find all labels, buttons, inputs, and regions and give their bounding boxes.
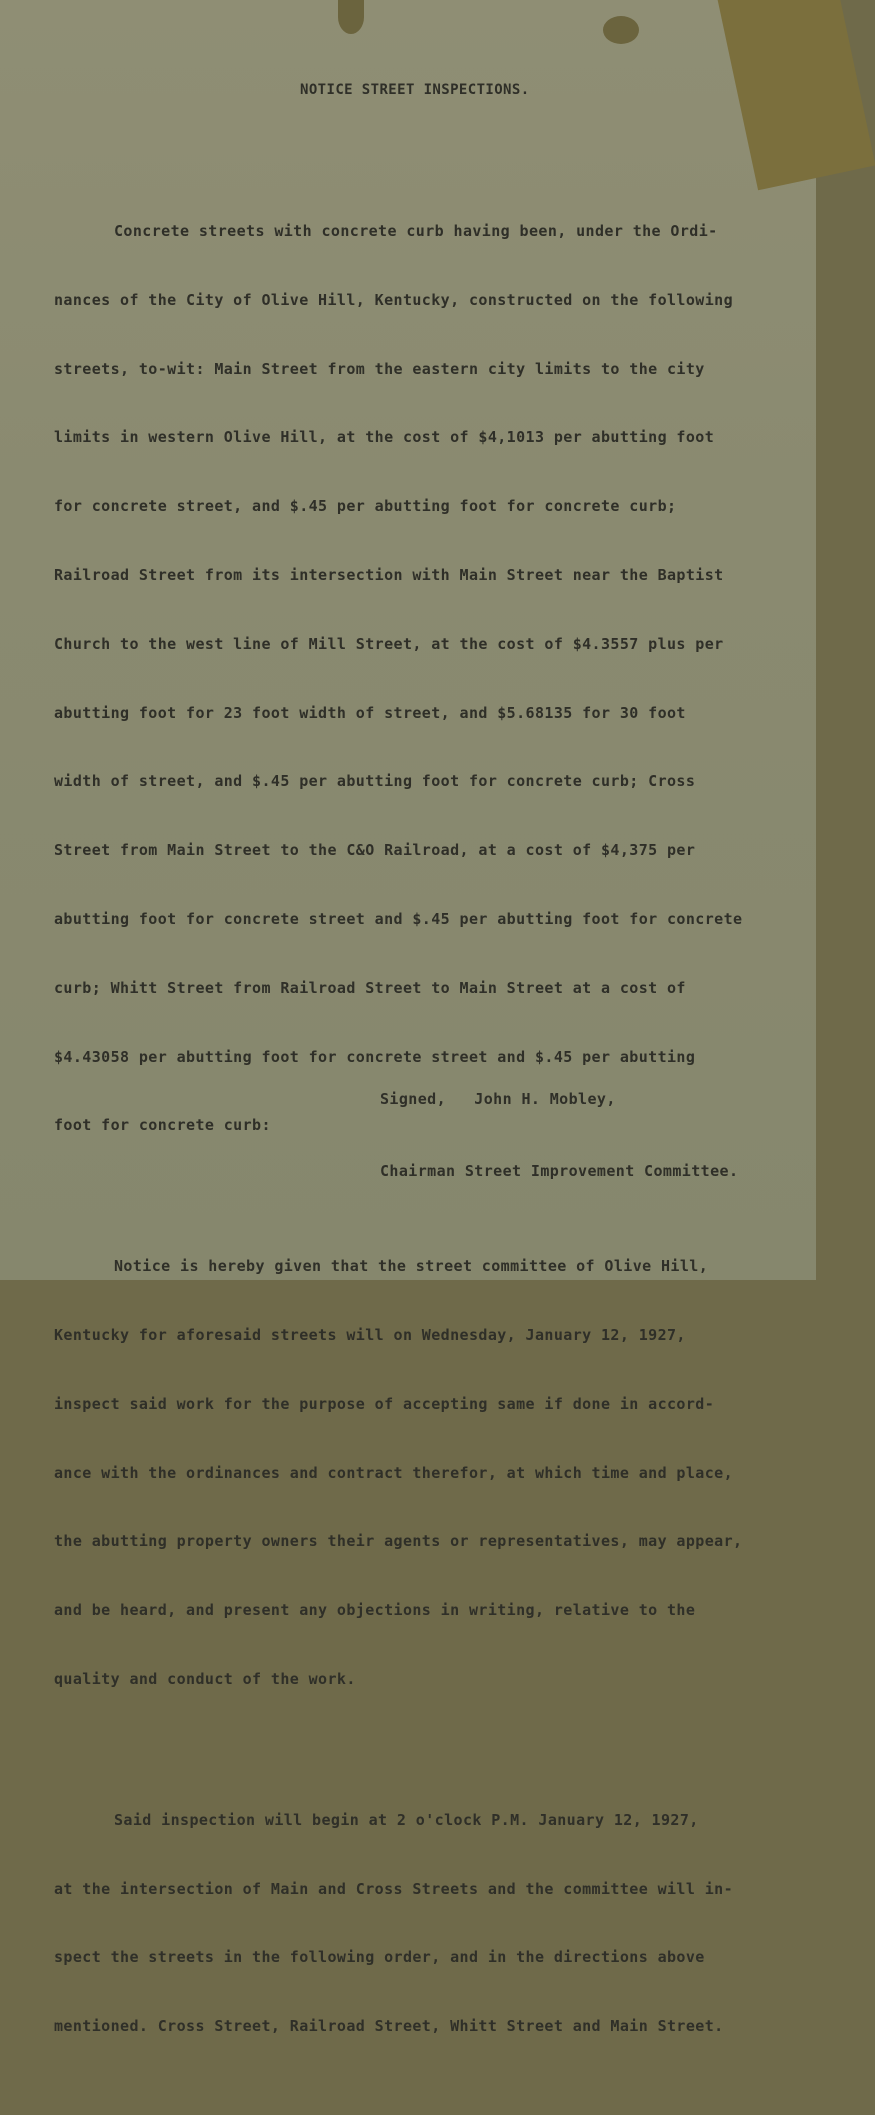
text-line: Church to the west line of Mill Street, at the cost of $4.3557 plus per xyxy=(54,634,724,653)
text-line: spect the streets in the following order, and in the directions above xyxy=(54,1948,705,1967)
text-line: streets, to-wit: Main Street from the eastern city limits to the city xyxy=(54,359,705,378)
text-line: quality and conduct of the work. xyxy=(54,1669,356,1688)
signature-title: Chairman Street Improvement Committee. xyxy=(380,1162,739,1180)
text-line: abutting foot for 23 foot width of street, and $5.68135 for 30 foot xyxy=(54,703,686,722)
paragraph-2 xyxy=(54,1214,799,1732)
text-line: abutting foot for concrete street and $.45 per abutting foot for concrete xyxy=(54,909,743,928)
document-title: NOTICE STREET INSPECTIONS. xyxy=(300,82,530,98)
text-line: Concrete streets with concrete curb having been, under the Ordi- xyxy=(114,222,718,240)
text-line: curb; Whitt Street from Railroad Street to Main Street at a cost of xyxy=(54,978,686,997)
torn-paper-mark xyxy=(338,0,364,34)
paragraph-3 xyxy=(54,1768,799,2079)
text-line: Railroad Street from its intersection with Main Street near the Baptist xyxy=(54,565,724,584)
text-line: $4.43058 per abutting foot for concrete street and $.45 per abutting xyxy=(54,1047,696,1066)
text-line: inspect said work for the purpose of accepting same if done in accord- xyxy=(54,1394,715,1413)
text-line: nances of the City of Olive Hill, Kentucky, constructed on the following xyxy=(54,290,734,309)
text-line: the abutting property owners their agents or representatives, may appear, xyxy=(54,1532,743,1551)
text-line: for concrete street, and $.45 per abutting foot for concrete curb; xyxy=(54,497,677,516)
text-line: limits in western Olive Hill, at the cost of $4,1013 per abutting foot xyxy=(54,428,715,447)
text-line: and be heard, and present any objections in writing, relative to the xyxy=(54,1601,696,1620)
text-line: Street from Main Street to the C&O Railroad, at a cost of $4,375 per xyxy=(54,841,696,860)
signature-line: Signed, John H. Mobley, xyxy=(380,1090,616,1108)
text-line: Kentucky for aforesaid streets will on Wednesday, January 12, 1927, xyxy=(54,1325,686,1344)
text-line: Said inspection will begin at 2 o'clock P.M. January 12, 1927, xyxy=(114,1810,699,1829)
torn-paper-mark xyxy=(603,16,639,44)
paragraph-1 xyxy=(54,179,799,1178)
text-line: foot for concrete curb: xyxy=(54,1116,271,1135)
text-line: Notice is hereby given that the street committee of Olive Hill, xyxy=(114,1257,709,1276)
text-line: ance with the ordinances and contract therefor, at which time and place, xyxy=(54,1463,734,1482)
signature-block xyxy=(380,1045,800,1225)
text-line: mentioned. Cross Street, Railroad Street, Whitt Street and Main Street. xyxy=(54,2017,724,2036)
text-line: width of street, and $.45 per abutting foot for concrete curb; Cross xyxy=(54,772,696,791)
text-line: at the intersection of Main and Cross Streets and the committee will in- xyxy=(54,1879,734,1898)
